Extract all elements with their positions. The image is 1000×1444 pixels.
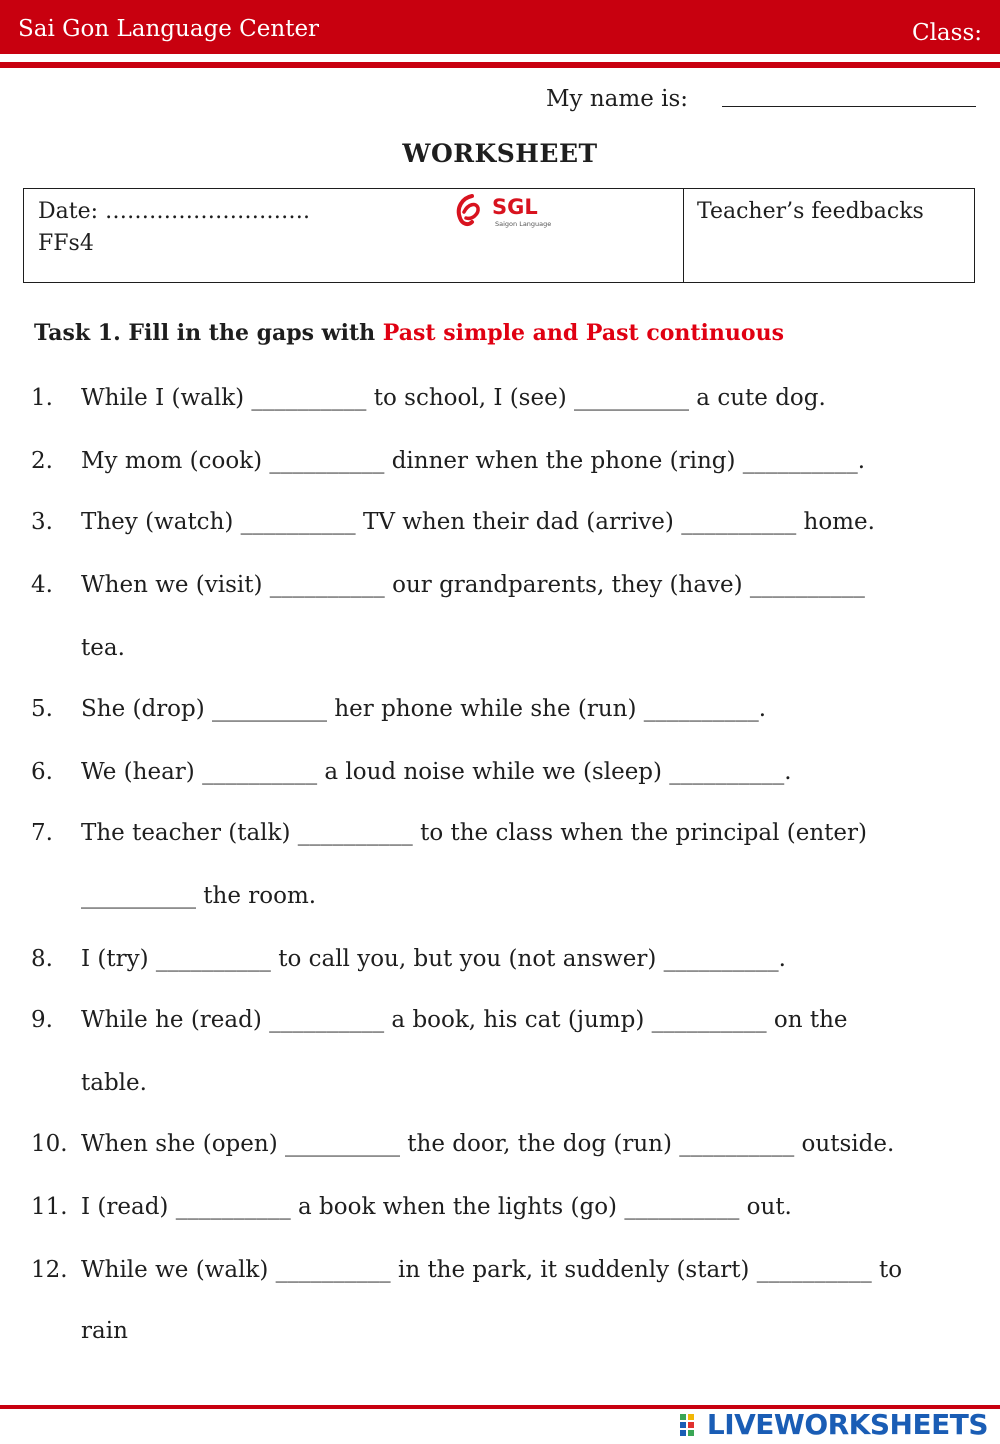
task-title-prefix: Task 1. Fill in the gaps with xyxy=(34,320,383,346)
item-number: 11. xyxy=(31,1194,68,1220)
item-text: We (hear) __________ a loud noise while we (sleep) __________. xyxy=(81,759,792,785)
header-divider xyxy=(0,62,1000,68)
item-number: 4. xyxy=(31,572,53,598)
svg-text:Saigon Language: Saigon Language xyxy=(495,220,552,228)
item-text: She (drop) __________ her phone while she (run) __________. xyxy=(81,696,767,722)
item-text: __________ the room. xyxy=(81,883,317,909)
item-number: 12. xyxy=(31,1257,68,1283)
item-text: tea. xyxy=(81,635,125,661)
svg-text:SGL: SGL xyxy=(492,195,538,219)
item-text: table. xyxy=(81,1070,147,1096)
item-text: I (try) __________ to call you, but you (not answer) __________. xyxy=(81,946,786,972)
item-text: I (read) __________ a book when the lights (go) __________ out. xyxy=(81,1194,792,1220)
task-title xyxy=(34,320,784,346)
task-title-highlight: Past simple and Past continuous xyxy=(382,320,784,346)
name-input-line[interactable] xyxy=(722,106,976,107)
item-text: While he (read) __________ a book, his cat (jump) __________ on the xyxy=(81,1007,848,1033)
item-text: The teacher (talk) __________ to the class when the principal (enter) xyxy=(81,820,867,846)
liveworksheets-logo xyxy=(679,1406,988,1442)
item-text: When we (visit) __________ our grandparents, they (have) __________ xyxy=(81,572,865,598)
item-number: 6. xyxy=(31,759,53,785)
class-label: Class: xyxy=(911,20,982,46)
item-number: 10. xyxy=(31,1131,68,1157)
item-number: 7. xyxy=(31,820,53,846)
item-number: 1. xyxy=(31,385,53,411)
liveworksheets-icon xyxy=(679,1411,705,1437)
sgl-logo xyxy=(452,190,562,232)
item-number: 8. xyxy=(31,946,53,972)
name-label: My name is: xyxy=(546,86,689,112)
item-text: When she (open) __________ the door, the dog (run) __________ outside. xyxy=(81,1131,895,1157)
item-text: While I (walk) __________ to school, I (see) __________ a cute dog. xyxy=(81,385,826,411)
item-number: 2. xyxy=(31,448,53,474)
item-number: 5. xyxy=(31,696,53,722)
liveworksheets-brand: LIVEWORKSHEETS xyxy=(706,1407,988,1441)
item-number: 9. xyxy=(31,1007,53,1033)
class-code: FFs4 xyxy=(38,231,94,256)
page-title: WORKSHEET xyxy=(402,139,598,168)
info-box-divider xyxy=(683,188,684,283)
date-label: Date: ………………………. xyxy=(38,199,311,224)
item-text: They (watch) __________ TV when their dad (arrive) __________ home. xyxy=(81,509,875,535)
item-number: 3. xyxy=(31,509,53,535)
item-text: rain xyxy=(81,1318,128,1344)
teacher-feedback-label: Teacher’s feedbacks xyxy=(697,199,924,224)
item-text: My mom (cook) __________ dinner when the phone (ring) __________. xyxy=(81,448,866,474)
item-text: While we (walk) __________ in the park, it suddenly (start) __________ to xyxy=(81,1257,903,1283)
center-name: Sai Gon Language Center xyxy=(18,16,320,42)
